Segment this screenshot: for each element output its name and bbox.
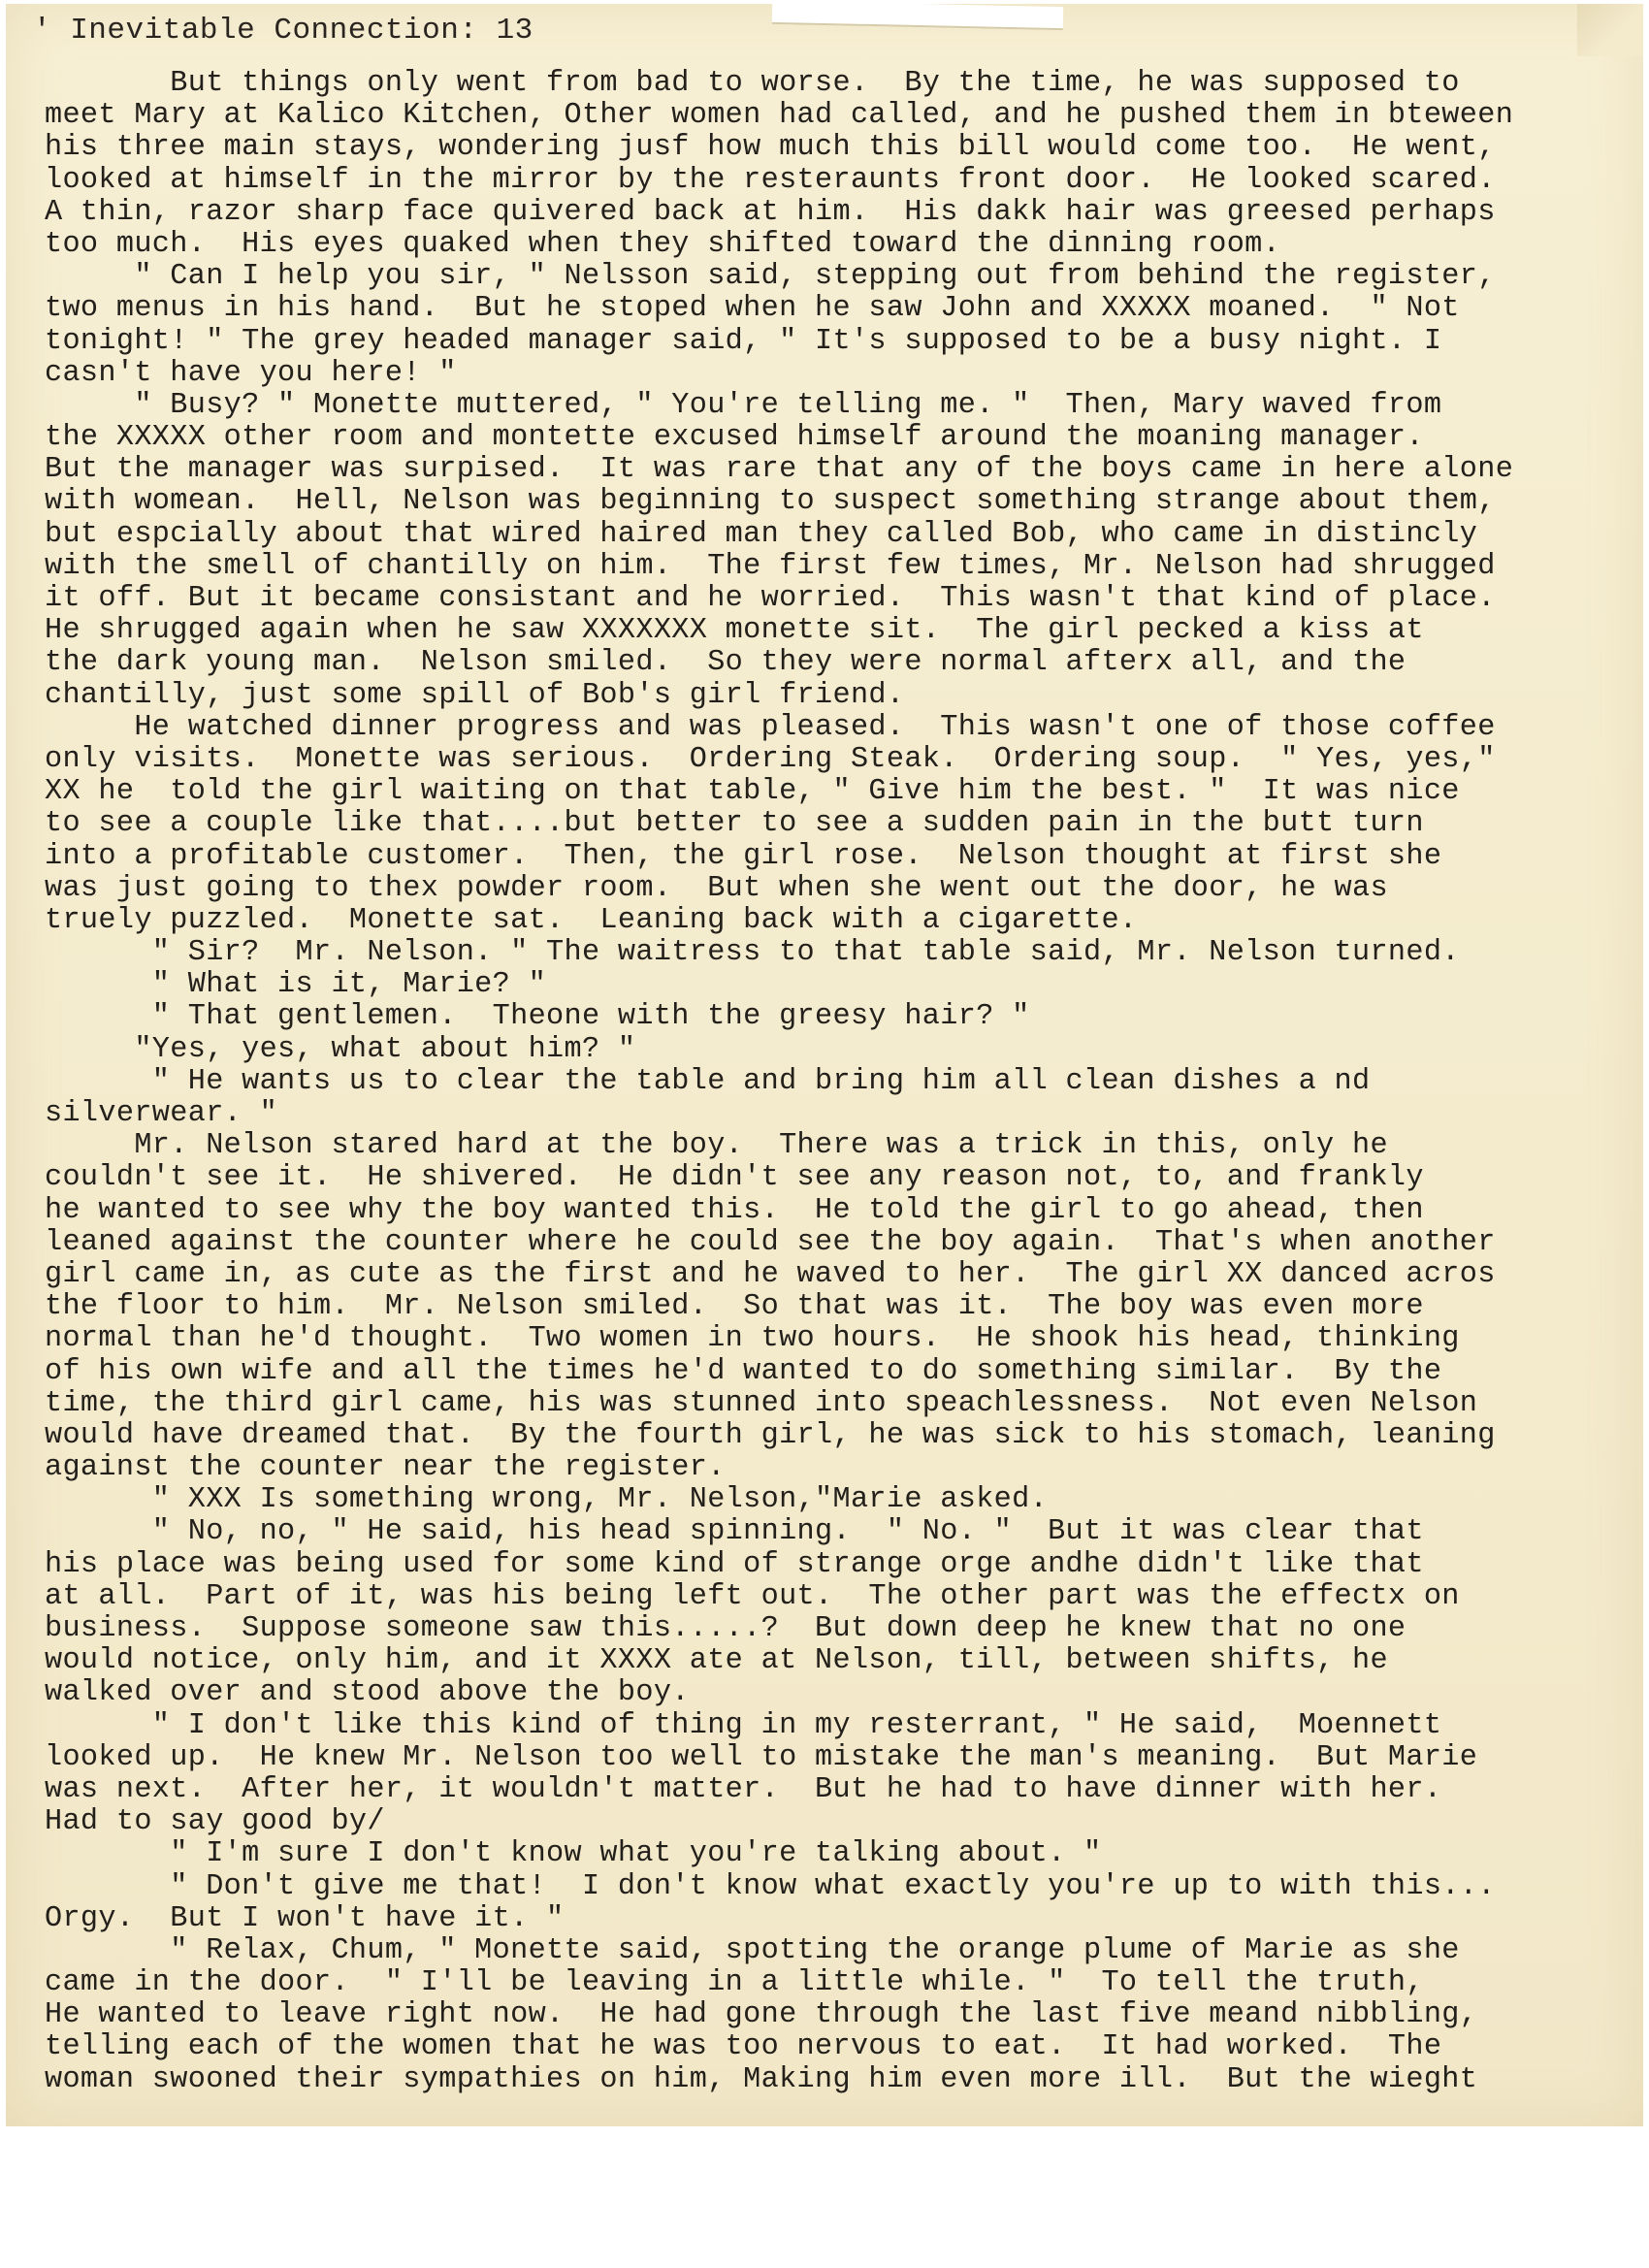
text-line: But the manager was surpised. It was rare that any of the boys came in here alone <box>45 453 1514 487</box>
text-line: But things only went from bad to worse. By the time, he was supposed to <box>45 67 1460 100</box>
text-line: couldn't see it. He shivered. He didn't see any reason not, to, and frankly <box>45 1161 1424 1195</box>
text-line: his three main stays, wondering jusf how much this bill would come too. He went, <box>45 131 1496 165</box>
text-line: " Busy? " Monette muttered, " You're telling me. " Then, Mary waved from <box>45 388 1442 422</box>
text-line: looked at himself in the mirror by the resteraunts front door. He looked scared. <box>45 163 1496 197</box>
text-line: telling each of the women that he was too nervous to eat. It had worked. The <box>45 2030 1442 2064</box>
text-line: against the counter near the register. <box>45 1451 726 1485</box>
text-line: chantilly, just some spill of Bob's girl friend. <box>45 678 905 712</box>
text-line: business. Suppose someone saw this.....? But down deep he knew that no one <box>45 1612 1406 1645</box>
text-line: normal than he'd thought. Two women in two hours. He shook his head, thinking <box>45 1322 1460 1356</box>
text-line: the dark young man. Nelson smiled. So they were normal afterx all, and the <box>45 646 1406 680</box>
text-line: Orgy. But I won't have it. " <box>45 1901 565 1935</box>
text-line: his place was being used for some kind of strange orge andhe didn't like that <box>45 1547 1424 1581</box>
text-line: He watched dinner progress and was pleased. This wasn't one of those coffee <box>45 710 1496 744</box>
text-line: the XXXXX other room and montette excused himself around the moaning manager. <box>45 421 1424 455</box>
text-line: meet Mary at Kalico Kitchen, Other women had called, and he pushed them in bteween <box>45 99 1514 133</box>
typewritten-page <box>6 4 1643 2126</box>
text-line: to see a couple like that....but better to see a sudden pain in the butt turn <box>45 807 1424 841</box>
text-line: " No, no, " He said, his head spinning. " No. " But it was clear that <box>45 1515 1424 1549</box>
text-line: " Sir? Mr. Nelson. " The waitress to that table said, Mr. Nelson turned. <box>45 936 1460 970</box>
text-line: He shrugged again when he saw XXXXXXX monette sit. The girl pecked a kiss at <box>45 614 1424 648</box>
text-line: girl came in, as cute as the first and he waved to her. The girl XX danced acros <box>45 1257 1496 1291</box>
text-line: " I don't like this kind of thing in my resterrant, " He said, Moennett <box>45 1708 1442 1742</box>
page-fold <box>1577 4 1643 56</box>
text-line: silverwear. " <box>45 1097 278 1130</box>
text-line: was just going to thex powder room. But when she went out the door, he was <box>45 871 1388 905</box>
text-line: " XXX Is something wrong, Mr. Nelson,"Marie asked. <box>45 1483 1049 1517</box>
text-line: too much. His eyes quaked when they shifted toward the dinning room. <box>45 227 1281 261</box>
text-line: with the smell of chantilly on him. The first few times, Mr. Nelson had shrugged <box>45 549 1496 583</box>
text-line: would notice, only him, and it XXXX ate at Nelson, till, between shifts, he <box>45 1644 1388 1678</box>
text-line: leaned against the counter where he could see the boy again. That's when another <box>45 1225 1496 1259</box>
text-line: the floor to him. Mr. Nelson smiled. So that was it. The boy was even more <box>45 1290 1424 1324</box>
text-line: it off. But it became consistant and he worried. This wasn't that kind of place. <box>45 582 1496 615</box>
text-line: " What is it, Marie? " <box>45 968 547 1002</box>
text-line: would have dreamed that. By the fourth girl, he was sick to his stomach, leaning <box>45 1418 1496 1452</box>
text-line: A thin, razor sharp face quivered back at him. His dakk hair was greesed perhaps <box>45 195 1496 229</box>
text-line: " Don't give me that! I don't know what exactly you're up to with this... <box>45 1869 1496 1903</box>
text-line: tonight! " The grey headed manager said, " It's supposed to be a busy night. I <box>45 324 1442 358</box>
text-line: came in the door. " I'll be leaving in a little while. " To tell the truth, <box>45 1966 1424 2000</box>
text-line: XX he told the girl waiting on that table, " Give him the best. " It was nice <box>45 775 1460 809</box>
text-line: " He wants us to clear the table and bring him all clean dishes a nd <box>45 1064 1371 1098</box>
text-line: but espcially about that wired haired man they called Bob, who came in distincly <box>45 517 1478 551</box>
manuscript-body <box>45 68 1626 2096</box>
text-line: casn't have you here! " <box>45 356 457 390</box>
text-line: " Can I help you sir, " Nelsson said, stepping out from behind the register, <box>45 260 1496 294</box>
page-header: ' Inevitable Connection: 13 <box>33 14 534 48</box>
text-line: He wanted to leave right now. He had gone through the last five meand nibbling, <box>45 1998 1478 2032</box>
text-line: Mr. Nelson stared hard at the boy. There was a trick in this, only he <box>45 1129 1388 1163</box>
text-line: "Yes, yes, what about him? " <box>45 1032 636 1066</box>
text-line: Had to say good by/ <box>45 1805 385 1839</box>
text-line: only visits. Monette was serious. Ordering Steak. Ordering soup. " Yes, yes," <box>45 742 1496 776</box>
text-line: into a profitable customer. Then, the girl rose. Nelson thought at first she <box>45 839 1442 873</box>
torn-edge <box>772 1 1063 30</box>
text-line: looked up. He knew Mr. Nelson too well to mistake the man's meaning. But Marie <box>45 1740 1478 1774</box>
text-line: at all. Part of it, was his being left out. The other part was the effectx on <box>45 1579 1460 1613</box>
text-line: truely puzzled. Monette sat. Leaning back with a cigarette. <box>45 903 1138 937</box>
text-line: of his own wife and all the times he'd wanted to do something similar. By the <box>45 1354 1442 1388</box>
text-line: with womean. Hell, Nelson was beginning to suspect something strange about them, <box>45 485 1496 519</box>
text-line: walked over and stood above the boy. <box>45 1676 690 1710</box>
text-line: time, the third girl came, his was stunned into speachlessness. Not even Nelson <box>45 1386 1478 1420</box>
text-line: he wanted to see why the boy wanted this. He told the girl to go ahead, then <box>45 1193 1424 1227</box>
text-line: woman swooned their sympathies on him, Making him even more ill. But the wieght <box>45 2062 1478 2096</box>
text-line: " That gentlemen. Theone with the greesy hair? " <box>45 1000 1030 1034</box>
text-line: " Relax, Chum, " Monette said, spotting the orange plume of Marie as she <box>45 1933 1460 1967</box>
text-line: " I'm sure I don't know what you're talking about. " <box>45 1837 1102 1871</box>
text-line: was next. After her, it wouldn't matter. But he had to have dinner with her. <box>45 1772 1442 1806</box>
text-line: two menus in his hand. But he stoped when he saw John and XXXXX moaned. " Not <box>45 292 1460 326</box>
